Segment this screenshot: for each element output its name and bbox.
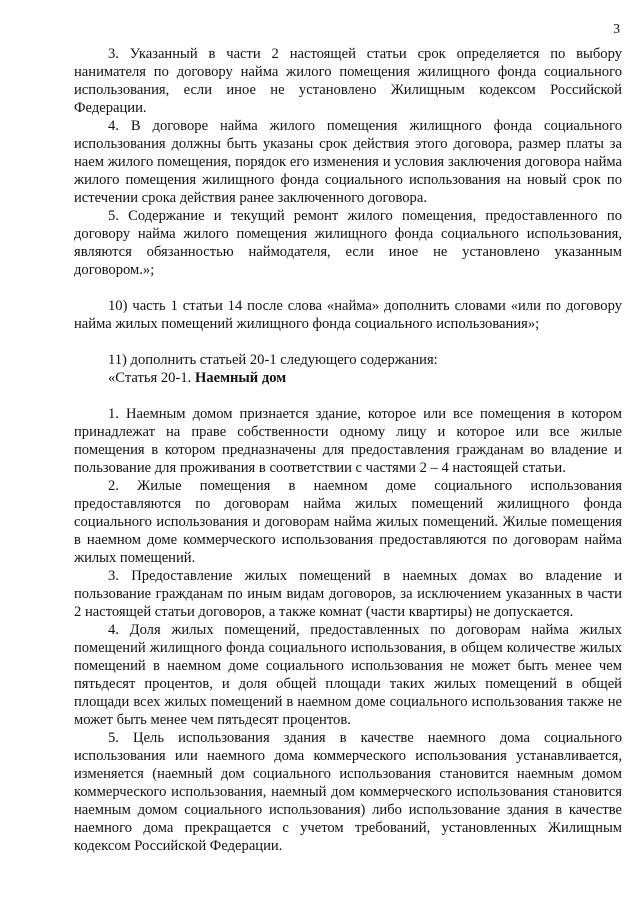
article-paragraph-4: 4. Доля жилых помещений, предоставленных по договорам найма жилых помещений жилищного фонда социального использования, в общем количестве жилых помещений в наемном доме социального использования не может быть менее чем пятьдесят процентов, и доля общей площади таких жилых помещений в общей площади всех жилых помещений в наемном доме социального использования также не может быть менее чем пятьдесят процентов. <box>74 622 622 728</box>
paragraph-3: 3. Указанный в части 2 настоящей статьи срок определяется по выбору нанимателя по договору найма жилого помещения жилищного фонда социального использования, если иное не установлено Жилищным кодексом Российской Федерации. <box>74 46 622 116</box>
paragraph-5: 5. Содержание и текущий ремонт жилого помещения, предоставленного по договору найма жилого помещения жилищного фонда социального использования, являются обязанностью наймодателя, если иное не установлено указанным договором.»; <box>74 208 622 278</box>
paragraph-4: 4. В договоре найма жилого помещения жилищного фонда социального использования должны быть указаны срок действия этого договора, размер платы за наем жилого помещения, порядок его изменения и условия заключения договора найма жилого помещения жилищного фонда социального использования на новый срок по истечении срока действия ранее заключенного договора. <box>74 118 622 206</box>
article-paragraph-2: 2. Жилые помещения в наемном доме социального использования предоставляются по договорам найма жилых помещений жилищного фонда социального использования и договорам найма жилых помещений. Жилые помещения в наемном доме коммерческого использования предоставляются по договорам найма жилых помещений. <box>74 478 622 566</box>
document-body <box>74 45 622 855</box>
article-paragraph-5: 5. Цель использования здания в качестве наемного дома социального использования или наемного дома коммерческого использования устанавливается, изменяется (наемный дом социального использования становится наемным домом коммерческого использования, наемный дом коммерческого использования становится наемным домом социального использования) либо использование здания в качестве наемного дома прекращается с учетом требований, установленных Жилищным кодексом Российской Федерации. <box>74 730 622 854</box>
item-11: 11) дополнить статьей 20-1 следующего содержания: <box>108 352 438 368</box>
article-prefix: «Статья 20-1. <box>108 370 195 386</box>
article-title: Наемный дом <box>194 370 287 386</box>
spacer <box>74 387 622 405</box>
article-paragraph-1: 1. Наемным домом признается здание, которое или все помещения в котором принадлежат на праве собственности одному лицу и которое или все жилые помещения в котором предназначены для предоставления гражданам во владение и пользование для проживания в соответствии с частями 2 – 4 настоящей статьи. <box>74 406 622 476</box>
item-10: 10) часть 1 статьи 14 после слова «найма» дополнить словами «или по договору найма жилых помещений жилищного фонда социального использования»; <box>74 298 622 332</box>
spacer <box>74 333 622 351</box>
spacer <box>74 279 622 297</box>
page-number: 3 <box>613 21 620 36</box>
article-heading <box>74 369 622 387</box>
article-paragraph-3: 3. Предоставление жилых помещений в наемных домах во владение и пользование гражданам по иным видам договоров, за исключением указанных в части 2 настоящей статьи договоров, а также комнат (части квартиры) не допускается. <box>74 568 622 620</box>
